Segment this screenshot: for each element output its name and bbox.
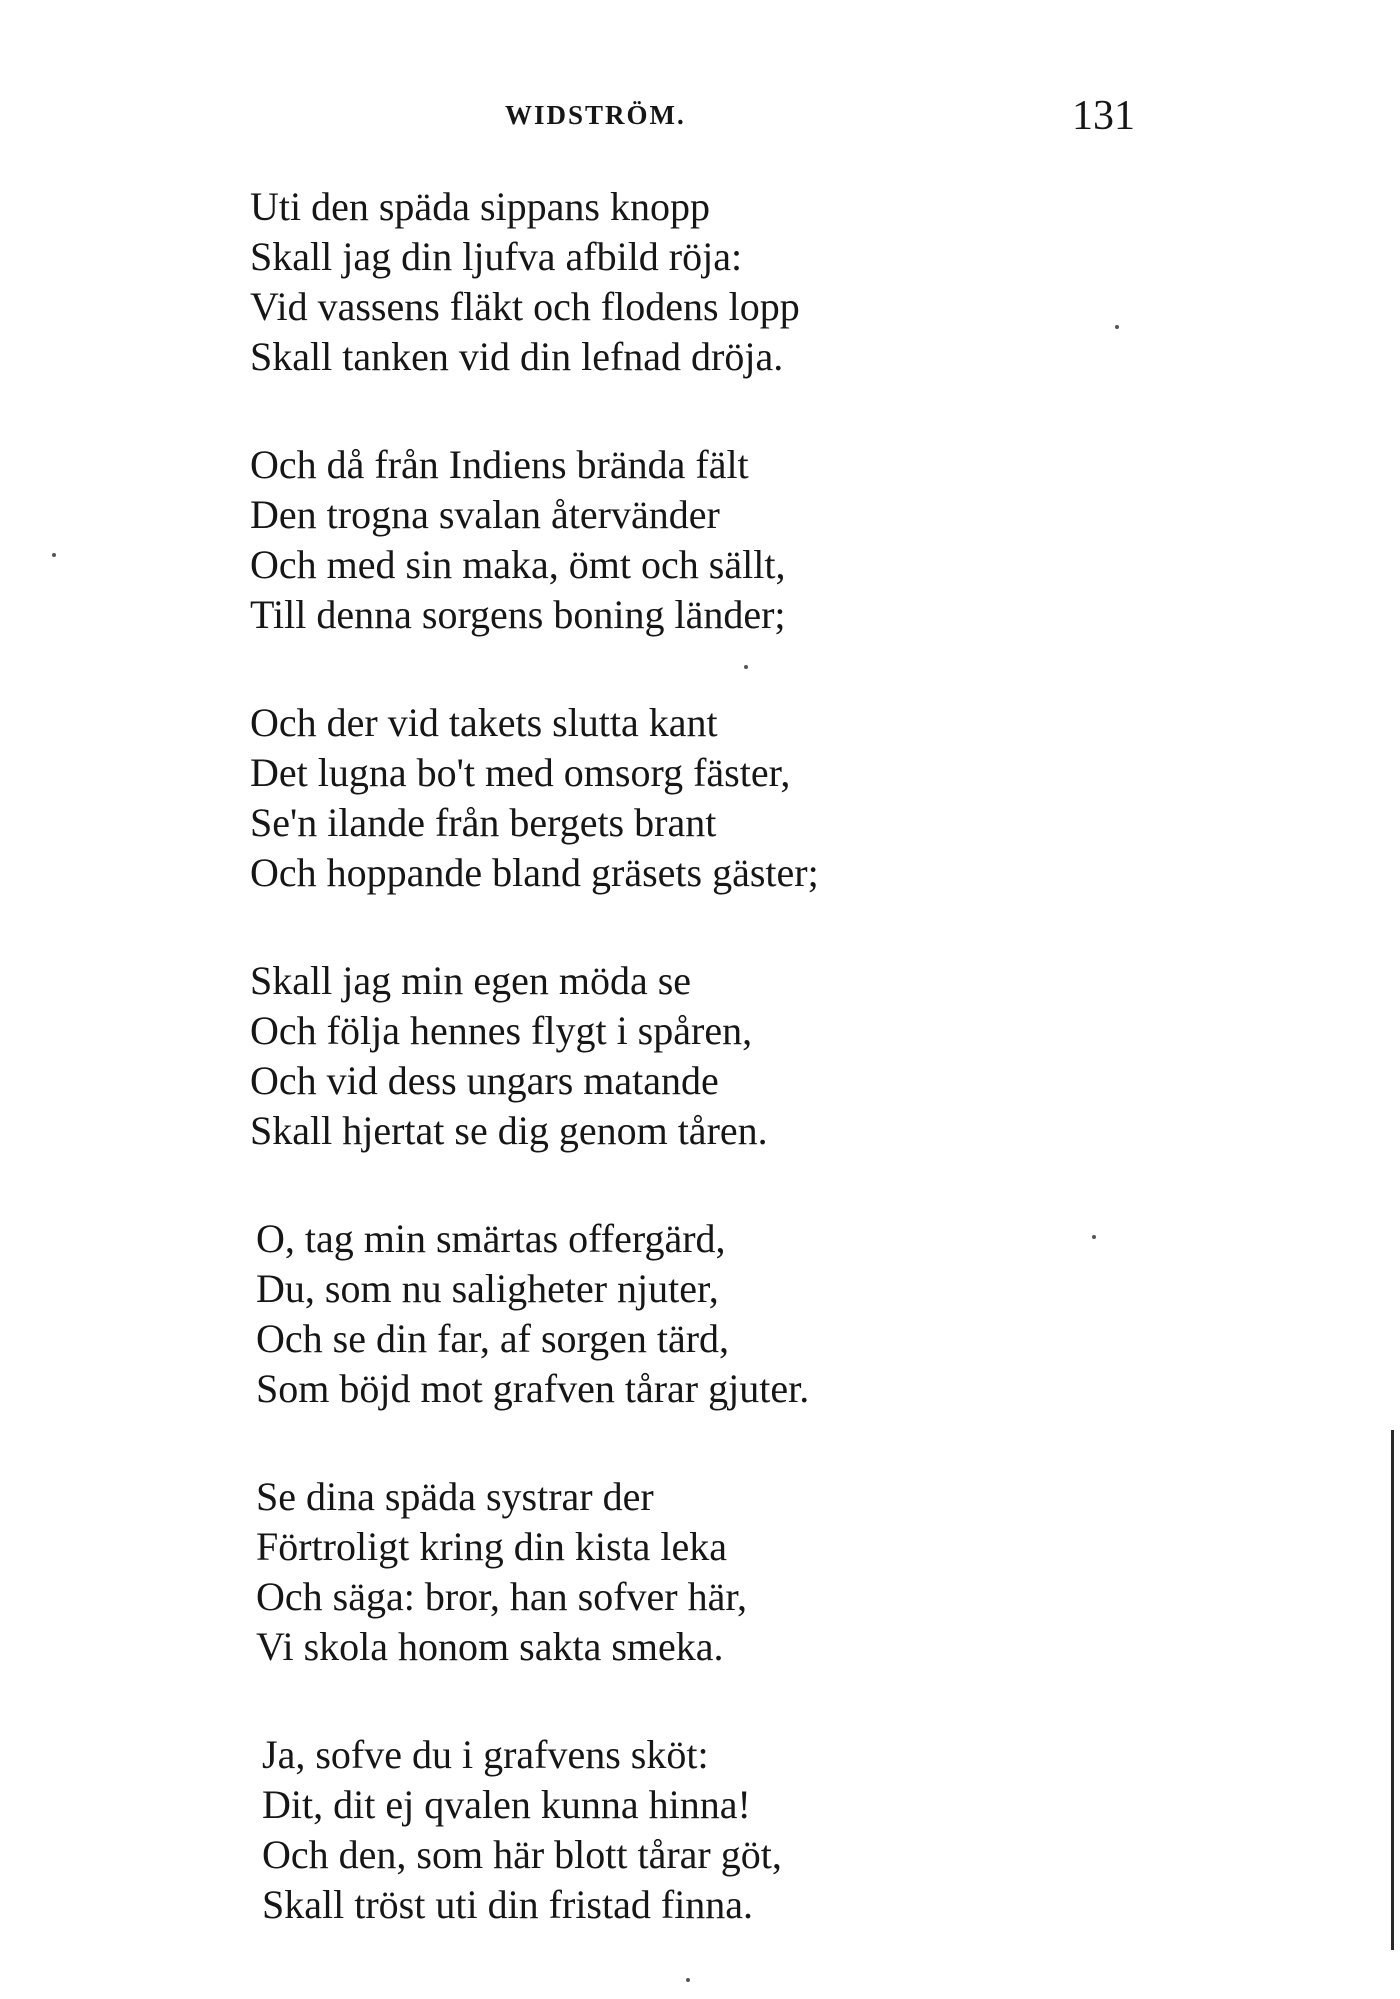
verse-line: Skall jag min egen möda se — [250, 958, 692, 1003]
verse-line: Vid vassens fläkt och flodens lopp — [250, 284, 800, 329]
verse-line: Den trogna svalan återvänder — [250, 492, 720, 537]
verse-line: Och se din far, af sorgen tärd, — [256, 1316, 730, 1361]
verse-line: Och den, som här blott tårar göt, — [262, 1832, 782, 1877]
verse-line: Som böjd mot grafven tårar gjuter. — [256, 1366, 810, 1411]
stanza-3 — [250, 698, 1150, 898]
page-number: 131 — [1072, 93, 1135, 139]
scan-speck — [686, 1978, 690, 1982]
verse-line: Och hoppande bland gräsets gäster; — [250, 850, 819, 895]
verse-line: Ja, sofve du i grafvens sköt: — [262, 1732, 709, 1777]
stanza-6 — [250, 1472, 1150, 1672]
verse-line: Uti den späda sippans knopp — [250, 184, 710, 229]
poem — [250, 182, 1150, 1988]
verse-line: Dit, dit ej qvalen kunna hinna! — [262, 1782, 751, 1827]
stanza-5 — [250, 1214, 1150, 1414]
stanza-2 — [250, 440, 1150, 640]
stanza-7 — [250, 1730, 1150, 1930]
verse-line: Och då från Indiens brända fält — [250, 442, 749, 487]
scan-speck — [52, 553, 56, 557]
stanza-4 — [250, 956, 1150, 1156]
verse-line: Och der vid takets slutta kant — [250, 700, 718, 745]
verse-line: O, tag min smärtas offergärd, — [256, 1216, 726, 1261]
verse-line: Till denna sorgens boning länder; — [250, 592, 786, 637]
verse-line: Det lugna bo't med omsorg fäster, — [250, 750, 791, 795]
verse-line: Du, som nu saligheter njuter, — [256, 1266, 719, 1311]
scan-speck — [1092, 1235, 1096, 1239]
verse-line: Skall jag din ljufva afbild röja: — [250, 234, 743, 279]
verse-line: Se dina späda systrar der — [256, 1474, 654, 1519]
scan-margin-rule — [1391, 1430, 1394, 1950]
stanza-1 — [250, 182, 1150, 382]
verse-line: Skall tanken vid din lefnad dröja. — [250, 334, 784, 379]
scan-speck — [1115, 325, 1119, 329]
verse-line: Se'n ilande från bergets brant — [250, 800, 717, 845]
verse-line: Vi skola honom sakta smeka. — [256, 1624, 724, 1669]
scan-speck — [744, 665, 748, 669]
verse-line: Och säga: bror, han sofver här, — [256, 1574, 748, 1619]
verse-line: Förtroligt kring din kista leka — [256, 1524, 728, 1569]
verse-line: Och med sin maka, ömt och sällt, — [250, 542, 786, 587]
verse-line: Skall hjertat se dig genom tåren. — [250, 1108, 768, 1153]
verse-line: Och följa hennes flygt i spåren, — [250, 1008, 753, 1053]
verse-line: Och vid dess ungars matande — [250, 1058, 719, 1103]
verse-line: Skall tröst uti din fristad finna. — [262, 1882, 754, 1927]
running-head: WIDSTRÖM. — [505, 100, 686, 130]
